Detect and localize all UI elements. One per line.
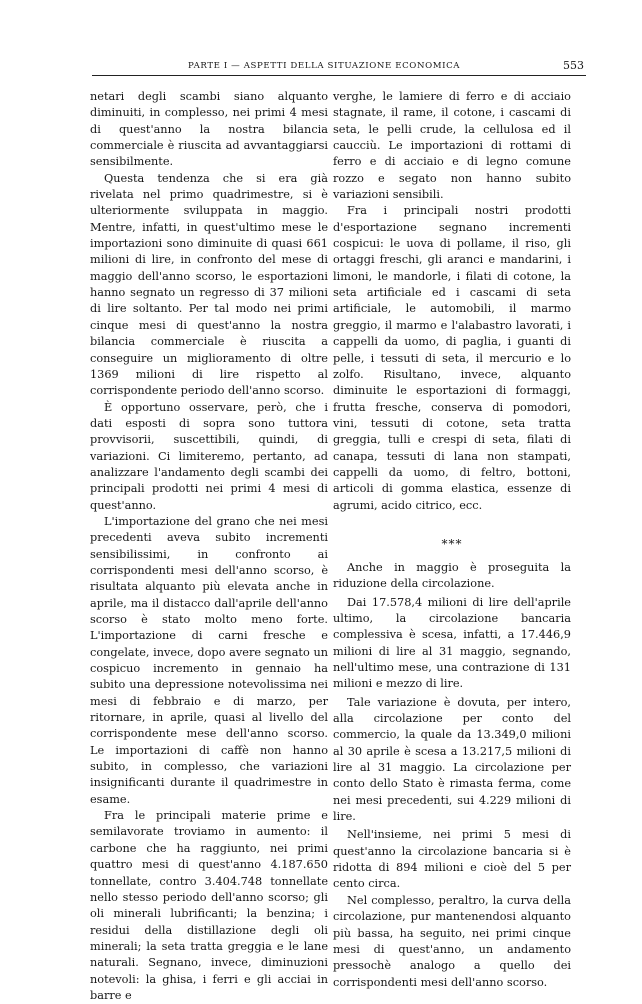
paragraph: Dai 17.578,4 milioni di lire dell'aprile ultimo, la circolazione bancaria complessiva è scesa, infatti, a 17.446,9 milioni di lire al 31 maggio, segnando, nell'ultimo mese, una contrazione di 131 milioni e mezzo di lire. bbox=[333, 595, 571, 691]
left-column bbox=[90, 89, 328, 1002]
paragraph: Anche in maggio è proseguita la riduzione della circolazione. bbox=[333, 560, 571, 591]
running-title: PARTE I — ASPETTI DELLA SITUAZIONE ECONOMICA bbox=[188, 61, 461, 71]
paragraph: Fra i principali nostri prodotti d'esportazione segnano incrementi cospicui: le uova di pollame, il riso, gli ortaggi freschi, gli aranci e mandarini, i limoni, le mandorle, i filati di cotone, la seta artificiale ed i cascami di seta artificiale, le automobili, il marmo greggio, il marmo e l'alabastro lavorati, i cappelli da uomo, di paglia, i guanti di pelle, i tessuti di seta, il mercurio e lo zolfo. Risultano, invece, alquanto diminuite le esportazioni di formaggi, frutta fresche, conserva di pomodori, vini, tessuti di cotone, seta tratta greggia, tulli e crespi di seta, filati di canapa, tessuti di lana non stampati, cappelli da uomo, di feltro, bottoni, articoli di gomma elastica, essenze di agrumi, acido citrico, ecc. bbox=[333, 204, 571, 512]
page-number: 553 bbox=[563, 59, 584, 72]
paragraph: Nell'insieme, nei primi 5 mesi di quest'anno la circolazione bancaria si è ridotta di 894 milioni e cioè del 5 per cento circa. bbox=[333, 828, 571, 891]
section-separator: ⁎⁎⁎ bbox=[441, 532, 463, 547]
paragraph: Tale variazione è dovuta, per intero, alla circolazione per conto del commercio, la quale da 13.349,0 milioni al 30 aprile è scesa a 13.217,5 milioni di lire al 31 maggio. La circolazione per conto dello Stato è rimasta ferma, come nei mesi precedenti, sui 4.229 milioni di lire. bbox=[333, 695, 571, 824]
paragraph: Fra le principali materie prime e semilavorate troviamo in aumento: il carbone che ha raggiunto, nei primi quattro mesi di quest'anno 4.187.650 tonnellate, contro 3.404.748 tonnellate nello stesso periodo dell'anno scorso; gli oli minerali lubrificanti; la benzina; i residui della distillazione degli oli minerali; la seta tratta greggia e le lane naturali. Segnano, invece, diminuzioni notevoli: la ghisa, i ferri e gli acciai in barre e bbox=[90, 809, 328, 1002]
paragraph: netari degli scambi siano alquanto diminuiti, in complesso, nei primi 4 mesi di quest'anno la nostra bilancia commerciale è riuscita ad avvantaggiarsi sensibilmente. bbox=[90, 90, 328, 169]
paragraph: verghe, le lamiere di ferro e di acciaio stagnate, il rame, il cotone, i cascami di seta, le pelli crude, la cellulosa ed il caucciù. Le importazioni di rottami di ferro e di acciaio e di legno comune rozzo e segato non hanno subito variazioni sensibili. bbox=[333, 90, 571, 202]
running-header bbox=[92, 59, 586, 75]
paragraph: Nel complesso, peraltro, la curva della circolazione, pur mantenendosi alquanto più bassa, ha seguito, nei primi cinque mesi di quest'anno, un andamento pressochè analogo a quello dei corrispondenti mesi dell'anno scorso. bbox=[333, 893, 571, 989]
paragraph: Questa tendenza che si era già rivelata nel primo quadrimestre, si è ulteriormente sviluppata in maggio. Mentre, infatti, in quest'ultimo mese le importazioni sono diminuite di quasi 661 milioni di lire, in confronto del mese di maggio dell'anno scorso, le esportazioni hanno segnato un regresso di 37 milioni di lire soltanto. Per tal modo nei primi cinque mesi di quest'anno la nostra bilancia commerciale è riuscita a conseguire un miglioramento di oltre 1369 milioni di lire rispetto al corrispondente periodo dell'anno scorso. bbox=[90, 171, 328, 398]
paragraph: L'importazione del grano che nei mesi precedenti aveva subito incrementi sensibilissimi, in confronto ai corrispondenti mesi dell'anno scorso, è risultata alquanto più elevata anche in aprile, ma il distacco dall'aprile dell'anno scorso è stato molto meno forte. L'importazione di carni fresche e congelate, invece, dopo avere segnato un cospicuo incremento in gennaio ha subito una depressione notevolissima nei mesi di febbraio e di marzo, per ritornare, in aprile, quasi al livello del corrispondente mese dell'anno scorso. Le importazioni di caffè non hanno subito, in complesso, che variazioni insignificanti durante il quadrimestre in esame. bbox=[90, 514, 328, 806]
right-column bbox=[333, 89, 571, 989]
header-rule bbox=[92, 75, 586, 76]
paragraph: È opportuno osservare, però, che i dati esposti di sopra sono tuttora provvisorii, suscettibili, quindi, di variazioni. Ci limiteremo, pertanto, ad analizzare l'andamento degli scambi dei principali prodotti nei primi 4 mesi di quest'anno. bbox=[90, 400, 328, 512]
